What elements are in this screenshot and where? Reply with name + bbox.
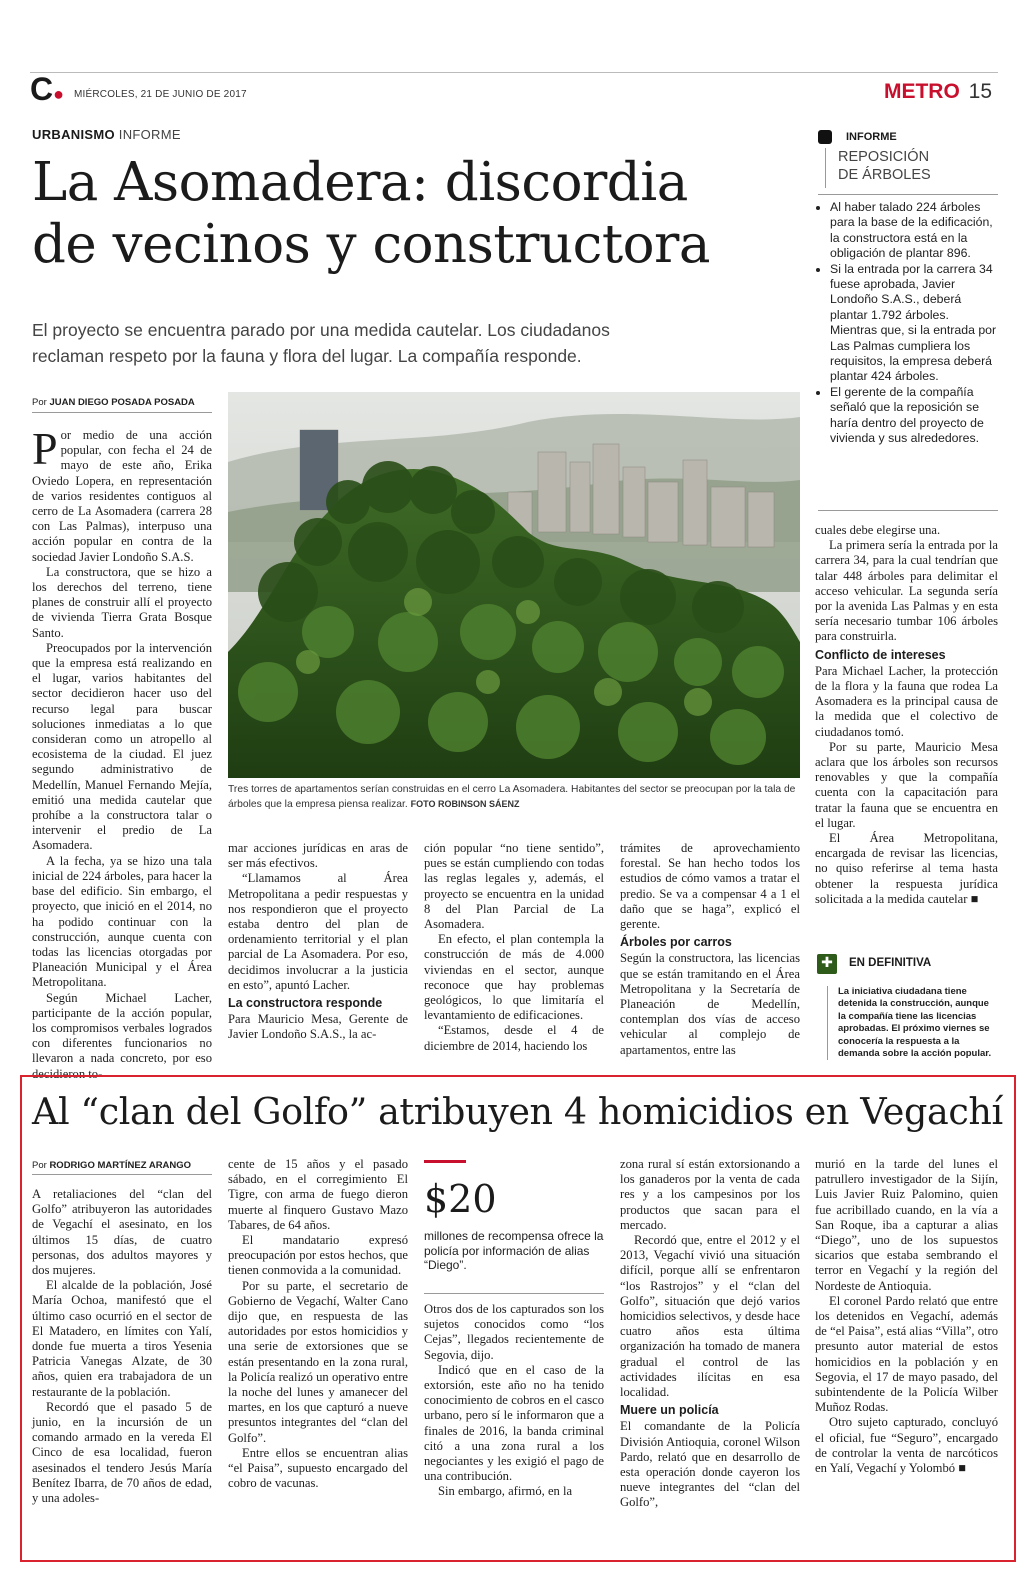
stat-value: $20 xyxy=(424,1177,497,1221)
subhead: Conflicto de intereses xyxy=(815,647,946,662)
photo-credit: FOTO ROBINSON SÁENZ xyxy=(410,799,520,809)
paragraph: El alcalde de la población, José María Ochoa, manifestó que el último caso ocurrió en el sector de El Matadero, en límites con Yalí, donde fue muerta a tiros Yesenia Patricia Vanegas Alzate, de 30 años, quien era trabajadora de un restaurante de la población. xyxy=(32,1278,212,1399)
page-header xyxy=(30,71,998,107)
paragraph: cuales debe elegirse una. xyxy=(815,523,941,537)
article2-column-3 xyxy=(424,1302,604,1500)
paragraph: Otro sujeto capturado, concluyó el oficial, fue “Seguro”, encargado de controlar la venta de narcóticos en Yalí, Vegachí y Yolombó ■ xyxy=(815,1415,998,1476)
article2-column-4 xyxy=(620,1157,800,1511)
kicker-type: INFORME xyxy=(118,127,181,142)
header-rule xyxy=(30,72,998,73)
paragraph: mar acciones jurídicas en aras de ser más efectivos. xyxy=(228,841,408,871)
paragraph: Por su parte, Mauricio Mesa aclara que los árboles son recursos renovables y que la compañía cuenta con la capacitación para tratar la fauna que se encuentra en el lugar. xyxy=(815,739,998,830)
sidebar-title xyxy=(825,148,998,188)
paragraph: El Área Metropolitana, encargada de revisar las licencias, no quiso referirse al tema hasta obtener la respuesta jurídica solicitada a la medida cautelar ■ xyxy=(815,831,998,906)
article-kicker xyxy=(32,127,181,142)
subhead: Muere un policía xyxy=(620,1403,719,1418)
deck-line-1: El proyecto se encuentra parado por una medida cautelar. Los ciudadanos xyxy=(32,320,610,340)
article2-byline xyxy=(32,1160,191,1171)
definitiva-label: EN DEFINITIVA xyxy=(849,957,932,969)
paragraph: Según Michael Lacher, participante de la acción popular, los compromisos verbales logrados con diferentes funcionarios no llevaron a nada concreto, por eso decidieron to- xyxy=(32,990,212,1081)
puzzle-icon: ✚ xyxy=(817,954,837,974)
stat-rule xyxy=(424,1293,604,1294)
paragraph: Sin embargo, afirmó, en la xyxy=(438,1484,573,1499)
paragraph: or medio de una acción popular, con fecha el 24 de mayo de este año, Erika Oviedo Lopera, en representación de varios residentes contiguos al cerro de La Asomadera (carrera 28 con Las Palmas), interpuso una acción popular en contra de la sociedad Javier Londoño S.A.S. xyxy=(32,428,212,564)
sidebar-bullet: • Si la entrada por la carrera 34 fuese aprobada, Javier Londoño S.A.S., deberá plantar 1.792 árboles. Mientras que, si la entrada por Las Palmas cumpliera los requisitos, la empresa deberá plantar 424 árboles. xyxy=(830,262,998,385)
paragraph: Por su parte, el secretario de Gobierno de Vegachí, Walter Cano dijo que, en respuesta de las autoridades por estos homicidios y una serie de extorsiones que se están presentando en la zona rural, la Policía realizó un operativo entre la noche del lunes y amanecer del martes, en los que capturó a nueve presuntos integrantes del “clan del Golfo”. xyxy=(228,1278,408,1445)
paragraph: El comandante de la Policía División Antioquia, coronel Wilson Pardo, relató que en desarrollo de esta operación donde cayeron los nueve integrantes del “clan del Golfo”, xyxy=(620,1419,800,1510)
paragraph: En efecto, el plan contempla la construcción de más de 4.000 viviendas en el sector, aunque reconoce que hay problemas geológicos, lo que limitaría el levantamiento de edificaciones. xyxy=(424,932,604,1023)
en-definitiva-box xyxy=(815,952,998,1060)
paragraph: “Llamamos al Área Metropolitana a pedir respuestas y nos respondieron que el proyecto estaba dentro del plan de ordenamiento territorial y el plan parcial de La Asomadera. Por eso, decidimos involucrar a la justicia en esto”, apuntó Lacher. xyxy=(228,871,408,992)
stat-accent-bar xyxy=(424,1160,466,1163)
page-number: 15 xyxy=(968,80,992,103)
paragraph: A la fecha, ya se hizo una tala inicial de 224 árboles, para hacer la base del edificio. Sin embargo, el proyecto, que inició en el 2014, no ha podido continuar con la construcción, aunque cuenta con todas las licencias otorgadas por Planeación Municipal y el Área Metropolitana. xyxy=(32,853,212,990)
logo-letter: C xyxy=(30,71,54,107)
paragraph: Preocupados por la intervención que la empresa está realizando en el lugar, varios habitantes del sector decidieron hacer uso del recurso legal para buscar soluciones inmediatas a lo que consideran como un atropello al ecosistema de la ciudad. El juez segundo administrativo de Medellín, Manuel Fernando Mejía, emitió una medida cautelar que prohíbe a la constructora talar o intervenir el predio de La Asomadera. xyxy=(32,640,212,853)
sidebar-bullet: • Al haber talado 224 árboles para la base de la edificación, la constructora está en la obligación de plantar 896. xyxy=(830,200,998,262)
section-name: METRO xyxy=(883,80,960,103)
stat-text: millones de recompensa ofrece la policía por información de alias “Diego”. xyxy=(424,1229,604,1272)
paragraph: Para Michael Lacher, la protección de la flora y la fauna que rodea La Asomadera es la principal causa de la medida que el colectivo de ciudadanos tomó. xyxy=(815,663,998,739)
paragraph: Según la constructora, las licencias que se están tramitando en el Área Metropolitana y la Secretaría de Planeación de Medellín, contemplan dos vías de acceso vehicular al complejo de apartamentos, entre las xyxy=(620,951,800,1057)
drop-cap: P xyxy=(32,423,58,474)
notebook-icon xyxy=(818,130,832,144)
byline-rule xyxy=(32,1174,212,1175)
byline-prefix: Por xyxy=(32,1160,47,1171)
byline-rule xyxy=(32,412,212,413)
article1-column-4 xyxy=(620,841,800,1058)
definitiva-text: La iniciativa ciudadana tiene detenida la construcción, aunque la compañía tiene las licencias aprobadas. El próximo viernes se conocería la respuesta a la demanda sobre la acción popular. xyxy=(827,986,998,1060)
subhead: La constructora responde xyxy=(228,996,383,1011)
headline-line-1: La Asomadera: discordia xyxy=(32,152,688,213)
sidebar-bullet-list xyxy=(818,200,998,447)
paragraph: Recordó que el pasado 5 de junio, en la incursión de un comando armado en la vereda El Cinco de esa localidad, fueron asesinados el tendero Jesús María Benítez Ibarra, de 70 años de edad, y una adoles- xyxy=(32,1399,212,1506)
newspaper-logo xyxy=(30,71,64,109)
caption-text: Tres torres de apartamentos serían construidas en el cerro La Asomadera. Habitantes del sector se preocupan por la tala de árboles que la empresa piensa realizar. xyxy=(228,784,796,810)
kicker-section: URBANISMO xyxy=(32,127,115,142)
article2-column-5 xyxy=(815,1157,998,1476)
article2-headline: Al “clan del Golfo” atribuyen 4 homicidios en Vegachí xyxy=(32,1090,1003,1133)
hillside-forest-photo xyxy=(228,392,800,778)
sidebar-header xyxy=(818,128,998,148)
paragraph: Para Mauricio Mesa, Gerente de Javier Londoño S.A.S., la ac- xyxy=(228,1012,408,1042)
deck-line-2: reclaman respeto por la fauna y flora del lugar. La compañía responde. xyxy=(32,346,582,366)
paragraph: zona rural sí están extorsionando a los ganaderos por la venta de cada res y a los campesinos por los productos que sacan para el mercado. xyxy=(620,1157,800,1232)
paragraph: trámites de aprovechamiento forestal. Se han hecho todos los estudios de cómo vamos a tratar el predio. Se va a compensar 4 a 1 el daño que se haga”, explicó el gerente. xyxy=(620,841,800,932)
sidebar-bottom-rule xyxy=(818,510,998,511)
section-label xyxy=(884,80,992,104)
article1-column-1 xyxy=(32,423,212,1082)
stat-box xyxy=(424,1160,604,1273)
paragraph: Entre ellos se encuentran alias “el Paisa”, supuesto encargado del cobro de vacunas. xyxy=(228,1445,408,1491)
article-deck xyxy=(32,317,610,369)
paragraph: Indicó que en el caso de la extorsión, este año no ha tenido conocimiento de cobros en el casco urbano, pero sí le informaron que a finales de 2016, la banda criminal citó a una zona rural a los negociantes y les exigió el pago de una contribución. xyxy=(424,1362,604,1484)
paragraph: Recordó que, entre el 2012 y el 2013, Vegachí vivió una situación difícil, porque allí se enfrentaron “los Rastrojos” y el “clan del Golfo”, situación que dejó varios homicidios selectivos, y desde hace cuatro años esta última organización ha tomado de manera gradual el control de las actividades ilícitas en esa localidad. xyxy=(620,1233,800,1400)
issue-date: MIÉRCOLES, 21 DE JUNIO DE 2017 xyxy=(74,89,247,100)
article1-column-3 xyxy=(424,841,604,1054)
paragraph: La constructora, que se hizo a los derechos del terreno, tiene planes de construir allí el proyecto de vivienda Tierra Grata Bosque Santo. xyxy=(32,564,212,640)
paragraph: murió en la tarde del lunes el patrullero investigador de la Sijín, Luis Javier Ruiz Palomino, quien fue acribillado cuando, en la vía a San Roque, iba a capturar a alias “Diego”, uno de los supuestos sicarios que estaba sembrando el terror en Vegachí y la región del Nordeste de Antioquia. xyxy=(815,1157,998,1293)
paragraph: “Estamos, desde el 4 de diciembre de 2014, haciendo los xyxy=(424,1023,604,1053)
paragraph: El coronel Pardo relató que entre los detenidos en Vegachí, además de “el Paisa”, está alias “Villa”, otro presunto autor material de estos homicidios en la población y en Segovia, el 17 de mayo pasado, del subintendente de la Policía Wilber Muñoz Rodas. xyxy=(815,1293,998,1415)
article-byline xyxy=(32,397,195,408)
paragraph: ción popular “no tiene sentido”, pues se están cumpliendo con todas las reglas legales y, además, el proyecto se encuentra en la unidad 8 del Plan Parcial de La Asomadera. xyxy=(424,841,604,932)
article1-column-5 xyxy=(815,523,998,907)
article-headline xyxy=(32,152,710,276)
byline-author: RODRIGO MARTÍNEZ ARANGO xyxy=(49,1160,192,1171)
paragraph: A retaliaciones del “clan del Golfo” atribuyeron las autoridades de Vegachí el asesinato, en los últimos 15 días, de cuatro personas, dos adultos mayores y dos mujeres. xyxy=(32,1187,212,1278)
definitiva-header xyxy=(815,952,998,976)
paragraph: La primera sería la entrada por la carrera 34, para la cual tendrían que talar 448 árboles para delimitar el acceso vehicular. La segunda sería por la avenida Las Palmas y en esta sería necesario tumbar 106 árboles para construirla. xyxy=(815,538,998,644)
article-photo xyxy=(228,392,800,778)
sidebar-title-line-2: DE ÁRBOLES xyxy=(838,167,931,183)
logo-dot-icon: ● xyxy=(53,84,64,104)
paragraph: Otros dos de los capturados son los sujetos conocidos como “los Cejas”, llegados recientemente de Segovia, dijo. xyxy=(424,1302,604,1362)
headline-line-2: de vecinos y constructora xyxy=(32,214,710,275)
sidebar-bullet: • El gerente de la compañía señaló que la reposición se haría dentro del proyecto de vivienda y sus alrededores. xyxy=(830,385,998,447)
subhead: Árboles por carros xyxy=(620,935,732,950)
byline-author: JUAN DIEGO POSADA POSADA xyxy=(49,397,195,408)
byline-prefix: Por xyxy=(32,397,47,408)
sidebar-label: INFORME xyxy=(846,131,897,144)
paragraph: El mandatario expresó preocupación por estos hechos, que tienen conmovida a la comunidad. xyxy=(228,1233,408,1278)
photo-caption xyxy=(228,783,800,812)
sidebar-informe xyxy=(818,128,998,447)
article2-column-1 xyxy=(32,1187,212,1506)
paragraph: cente de 15 años y el pasado sábado, en el corregimiento El Tigre, con arma de fuego dieron muerte al finquero Gustavo Mazo Tabares, de 64 años. xyxy=(228,1157,408,1232)
article2-column-2 xyxy=(228,1157,408,1491)
sidebar-body xyxy=(818,194,998,447)
article1-column-2 xyxy=(228,841,408,1043)
sidebar-title-line-1: REPOSICIÓN xyxy=(838,149,930,165)
